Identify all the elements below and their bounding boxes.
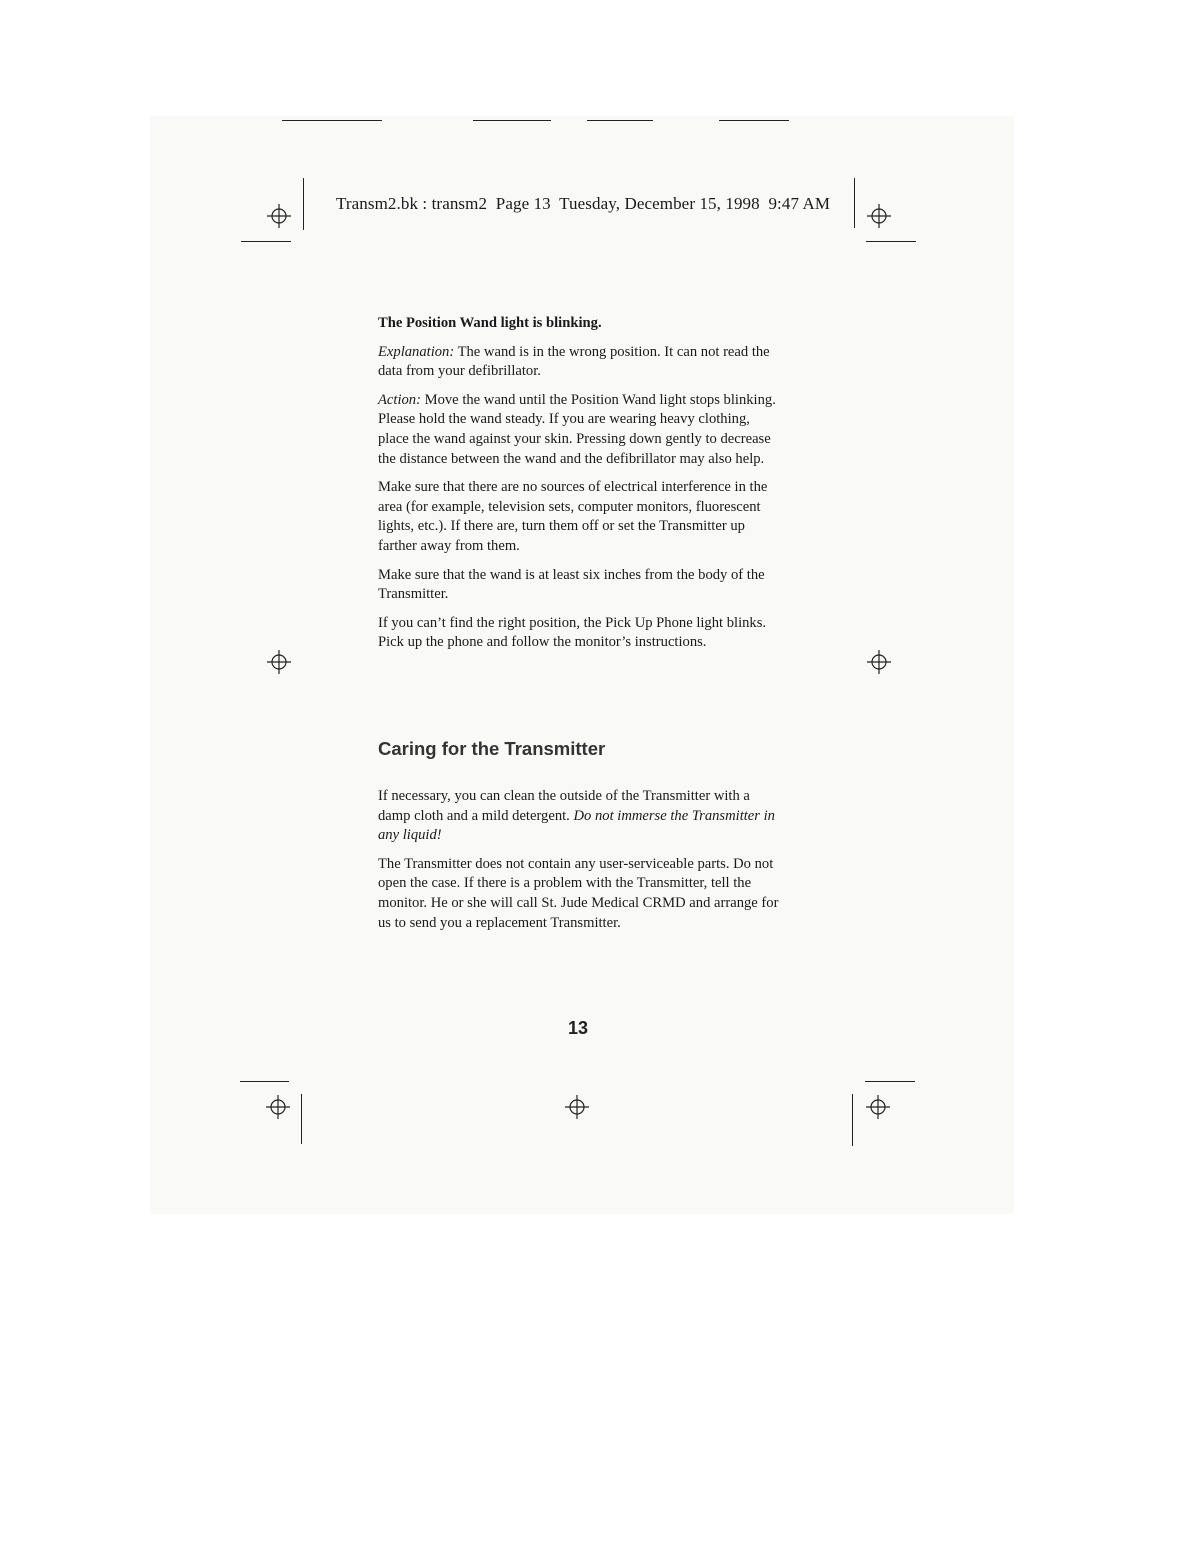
service-paragraph: The Transmitter does not contain any user-serviceable parts. Do not open the case. If there is a problem with the Transmitter, tell the monitor. He or she will call St. Jude Medical CRMD and arrange for us to send you a replacement Transmitter. — [378, 855, 779, 931]
crop-mark — [854, 178, 855, 228]
trim-line — [719, 120, 789, 121]
trim-line — [473, 120, 551, 121]
troubleshooting-section — [378, 314, 783, 653]
interference-paragraph: Make sure that there are no sources of electrical interference in the area (for example, television sets, computer monitors, fluorescent lights, etc.). If there are, turn them off or set the Transmitter up farther away from them. — [378, 479, 768, 554]
crop-mark — [865, 1081, 915, 1082]
distance-paragraph: Make sure that the wand is at least six inches from the body of the Transmitter. — [378, 566, 765, 603]
crop-mark — [240, 1081, 289, 1082]
explanation-paragraph — [378, 343, 783, 382]
print-header: Transm2.bk : transm2 Page 13 Tuesday, December 15, 1998 9:47 AM — [336, 194, 831, 213]
page-number: 13 — [567, 1018, 589, 1038]
trim-line — [587, 120, 653, 121]
registration-mark-icon — [266, 1095, 290, 1119]
cleaning-text: If necessary, you can clean the outside of the Transmitter with a damp cloth and a mild detergent. — [378, 788, 750, 824]
pickup-paragraph: If you can’t find the right position, the Pick Up Phone light blinks. Pick up the phone and follow the monitor’s instructions. — [378, 614, 767, 651]
registration-mark-icon — [267, 650, 291, 674]
registration-mark-icon — [267, 204, 291, 228]
registration-mark-icon — [866, 1095, 890, 1119]
explanation-text: The wand is in the wrong position. It can not read the data from your defibrillator. — [378, 343, 770, 380]
section-title: Caring for the Transmitter — [378, 738, 606, 759]
caring-section — [378, 787, 783, 933]
action-label: Action: — [378, 391, 421, 408]
action-paragraph — [378, 391, 783, 469]
crop-mark — [301, 1094, 302, 1144]
trim-line — [282, 120, 382, 121]
crop-mark — [303, 178, 304, 230]
registration-mark-icon — [867, 204, 891, 228]
cleaning-warning: Do not immerse the Transmitter in any liquid! — [378, 807, 775, 844]
crop-mark — [866, 241, 916, 242]
registration-mark-icon — [565, 1095, 589, 1119]
explanation-label: Explanation: — [378, 343, 455, 360]
crop-mark — [852, 1094, 853, 1146]
registration-mark-icon — [867, 650, 891, 674]
troubleshooting-heading: The Position Wand light is blinking. — [378, 315, 602, 331]
cleaning-paragraph — [378, 787, 783, 846]
action-text: Move the wand until the Position Wand light stops blinking. Please hold the wand steady. If you are wearing heavy clothing, place the wand against your skin. Pressing down gently to decrease the distance between the wand and the defibrillator may also help. — [378, 391, 776, 467]
crop-mark — [241, 241, 291, 242]
